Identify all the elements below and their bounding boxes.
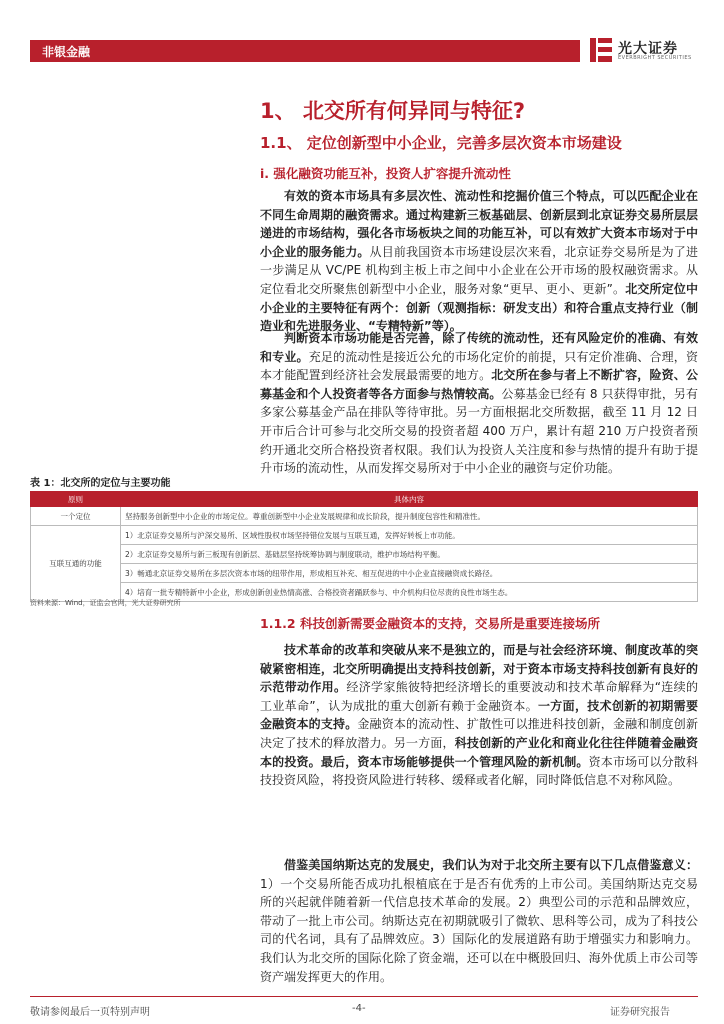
table-cell-label: 一个定位 (31, 507, 121, 526)
heading-1-1-2: 1.1.2 科技创新需要金融资本的支持，交易所是重要连接场所 (260, 616, 600, 631)
para4-text-2: 1）一个交易所能否成功扎根植底在于是否有优秀的上市公司。美国纳斯达克交易所的兴起就伴随着新一代信息技术革命的发展。2）典型公司的示范和品牌效应，带动了一批上市公司。纳斯达克在初期就吸引了微软、思科等公司，成为了科技公司的代名词，具有了品牌效应。3）国际化的发展道路有助于增强实力和影响力。我们认为北交所的国际化除了资金端，还可以在中概股回归、海外优质上市公司等资产端发挥更大的作用。 (260, 876, 698, 984)
para2-text-2: 充足的流动性是接近公允的市场化定价的前提，只有定价准确、合理，资本才能配置到经济社会发展最需要的地方。 (260, 349, 698, 383)
table-row (31, 507, 698, 526)
table-title: 表 1：北交所的定位与主要功能 (30, 478, 171, 489)
table-header-principle: 原则 (31, 492, 121, 507)
heading-1-1: 1.1、 定位创新型中小企业，完善多层次资本市场建设 (260, 134, 622, 152)
section-tag-bar (30, 40, 580, 62)
para3-bold-1: 技术革命的改革和突破从来不是独立的，而是与社会经济环境、制度改革的突破紧密相连，北交所明确提出支持科技创新，对于资本市场支持科技创新有良好的示范带动作用。 (260, 643, 698, 695)
table-row (31, 564, 698, 583)
brand-logo (588, 36, 698, 66)
page-header (0, 0, 724, 74)
footer-report-type: 证券研究报告 (610, 1007, 670, 1018)
section-tag: 非银金融 (42, 45, 91, 59)
paragraph-1 (260, 187, 698, 336)
heading-1: 1、 北交所有何异同与特征? (260, 99, 526, 123)
function-table (30, 491, 698, 602)
table-source: 资料来源：Wind，证监会官网，光大证券研究所 (30, 599, 181, 607)
para3-bold-3: 一方面，技术创新的初期需要金融资本的支持。 (260, 698, 698, 732)
para1-text-2: 从目前我国资本市场建设层次来看，北京证券交易所是为了进一步满足从 VC/PE 机构到主板上市之间中小企业在公开市场的股权融资需求。从定位看北交所聚焦创新型中小企业，服务对象“更早、更小、更新”。 (260, 244, 698, 296)
logo-subtitle: EVERBRIGHT SECURITIES (618, 55, 692, 61)
heading-i: i. 强化融资功能互补，投资人扩容提升流动性 (260, 166, 511, 181)
para2-bold-3: 北交所在参与者上不断扩容，险资、公募基金和个人投资者等各方面参与热情较高。 (260, 368, 698, 401)
para3-text-2: 经济学家熊彼特把经济增长的重要波动和技术革命解释为“连续的工业革命”，认为成批的重大创新有赖于金融资本。 (260, 680, 698, 713)
table-cell-text: 2）北京证券交易所与新三板现有创新层、基础层坚持统筹协调与制度联动，维护市场结构平衡。 (121, 545, 698, 564)
page-number: -4- (352, 1003, 366, 1014)
para3-bold-5: 科技创新的产业化和商业化往往伴随着金融资本的投资。最后，资本市场能够提供一个管理风险的新机制。 (260, 735, 698, 769)
footer-divider (30, 996, 698, 997)
para3-text-6: 资本市场可以分散科技投资风险，将投资风险进行转移、缓释或者化解，同时降低信息不对称风险。 (260, 754, 698, 788)
paragraph-2 (260, 329, 698, 478)
table-cell-text: 坚持服务创新型中小企业的市场定位。尊重创新型中小企业发展规律和成长阶段，提升制度包容性和精准性。 (121, 507, 698, 526)
table-cell-text: 3）畅通北京证券交易所在多层次资本市场的纽带作用，形成相互补充、相互促进的中小企业直接融资成长路径。 (121, 564, 698, 583)
table-header-content: 具体内容 (121, 492, 698, 507)
para4-bold-1: 借鉴美国纳斯达克的发展史，我们认为对于北交所主要有以下几点借鉴意义： (284, 858, 698, 872)
table-cell-text: 4）培育一批专精特新中小企业，形成创新创业热情高涨、合格投资者踊跃参与、中介机构归位尽责的良性市场生态。 (121, 583, 698, 602)
table-header-row (31, 492, 698, 507)
paragraph-3 (260, 641, 698, 790)
table-cell-text: 1）北京证券交易所与沪深交易所、区域性股权市场坚持错位发展与互联互通，发挥好转板上市功能。 (121, 526, 698, 545)
footer-disclaimer: 敬请参阅最后一页特别声明 (30, 1007, 150, 1018)
para3-text-4: 金融资本的流动性、扩散性可以推进科技创新，金融和制度创新决定了技术的释放潜力。另一方面， (260, 717, 698, 750)
para1-bold-1: 有效的资本市场具有多层次性、流动性和挖掘价值三个特点，可以匹配企业在不同生命周期的融资需求。通过构建新三板基础层、创新层到北京证券交易所层层递进的市场结构，强化各市场板块之间的功能互补，可以有效扩大资本市场对于中小企业的服务能力。 (260, 189, 698, 259)
everbright-logo-icon (588, 36, 614, 64)
table-row (31, 526, 698, 545)
table-cell-label: 互联互通的功能 (31, 526, 121, 602)
table-row (31, 545, 698, 564)
para2-bold-1: 判断资本市场功能是否完善，除了传统的流动性，还有风险定价的准确、有效和专业。 (260, 331, 698, 364)
paragraph-4 (260, 856, 698, 986)
logo-name: 光大证券 (618, 41, 678, 57)
para1-bold-3: 北交所定位中小企业的主要特征有两个：创新（观测指标：研发支出）和符合重点支持行业（制造业和先进服务业、“专精特新”等）。 (260, 281, 698, 334)
para2-text-4: 公募基金已经有 8 只获得审批，另有多家公募基金产品在排队等待审批。另一方面根据北交所数据，截至 11 月 12 日开市后合计可参与北交所交易的投资者超 400 万户，累计有超 210 万户投资者预约开通北交所合格投资者权限。我们认为投资人关注度和参与热情的提升有助于提升市场的流动性，从而发挥交易所对于中小企业的融资与定价功能。 (260, 386, 698, 476)
